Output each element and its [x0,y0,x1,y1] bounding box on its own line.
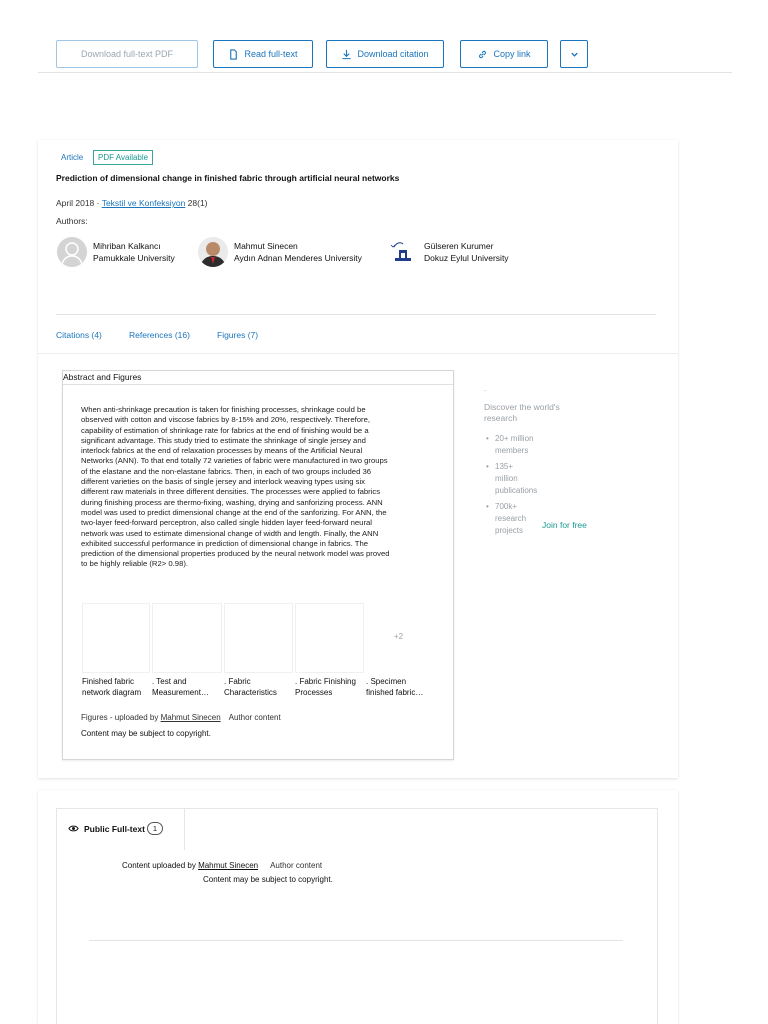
download-citation-label: Download citation [357,49,429,59]
abstract-line: model was used to predict dimensional change at the end of the sanforizing. For ANN, the [81,507,387,517]
author-institution-2: Aydın Adnan Menderes University [234,253,362,263]
tab-figures[interactable]: Figures (7) [217,330,259,340]
copy-link-button[interactable] [460,40,548,68]
figure-caption-line: finished fabric… [366,688,424,697]
author-institution-3: Dokuz Eylul University [424,253,509,263]
journal-volume: 28(1) [185,198,208,208]
authors-label: Authors: [56,216,88,226]
download-pdf-button[interactable] [56,40,198,68]
header-divider [56,314,656,315]
abstract-line: observed with cotton and viscose fabrics by 8-15% and 20%, respectively. Therefore, [81,415,371,425]
author-institution-1: Pamukkale University [93,253,175,263]
download-icon [341,49,352,60]
stat-line: million [495,474,518,483]
download-citation-button[interactable] [326,40,444,68]
link-icon [477,49,488,60]
sidebar-dot: . [484,384,487,393]
abstract-text [81,405,411,570]
figure-thumbnail[interactable] [295,603,364,673]
tab-citations[interactable]: Citations (4) [56,330,102,340]
abstract-line: interlock fabrics at the end of relaxation processes by means of the Artificial Neural [81,446,363,456]
copyright-notice: Content may be subject to copyright. [81,729,211,738]
stat-line: research [495,514,527,523]
figure-caption-line: . Fabric [224,677,251,686]
figure-thumbnail[interactable] [152,603,222,673]
figure-caption[interactable] [82,676,150,698]
university-logo-icon [388,237,418,267]
figure-caption-line: . Fabric Finishing [295,677,356,686]
abstract-line: capability of estimation of shrinkage rate for fabrics at the end of finishing would be a [81,425,369,435]
abstract-header [63,371,453,385]
fulltext-divider [89,940,623,941]
author-name-3[interactable]: Gülseren Kurumer [424,241,494,251]
abstract-line: different raw materials in three different densities. The processes were applied to fabrics [81,487,381,497]
figure-caption-line: . Test and [152,677,187,686]
figure-caption-line: network diagram [82,688,142,697]
article-title: Prediction of dimensional change in finished fabric through artificial neural networks [56,173,400,183]
tab-references[interactable]: References (16) [129,330,190,340]
fulltext-panel [56,808,658,1024]
stat-line: 700k+ [495,502,518,511]
author-name-2[interactable]: Mahmut Sinecen [234,241,298,251]
abstract-line: Networks (ANN). To that end totally 72 varieties of fabric were manufactured in two groups [81,456,388,466]
abstract-line: When anti-shrinkage precaution is taken for finishing processes, shrinkage could be [81,405,366,414]
uploader-link[interactable]: Mahmut Sinecen [198,861,259,870]
author-photo [198,237,228,267]
bullet-icon: • [486,462,489,471]
user-icon [57,237,87,267]
abstract-line: to be highly reliable (R2> 0.98). [81,559,189,569]
discover-line: Discover the world's [484,402,560,412]
author-avatar-placeholder[interactable] [57,237,87,267]
stat-line: 135+ [495,462,514,471]
abstract-line: prediction of the dimensional properties produced by the neural network model was proved [81,549,390,559]
figure-caption-line: Measurement… [152,688,209,697]
pdf-available-badge: PDF Available [93,150,153,165]
author-avatar-photo[interactable] [198,237,228,267]
figure-caption-line: Processes [295,688,333,697]
eye-icon [68,823,79,834]
stat-line: members [495,446,529,455]
abstract-line: exhibited successful performance in prediction of dimensional change in fabrics. The [81,538,369,548]
tabs-divider [38,353,678,354]
journal-link[interactable]: Tekstil ve Konfeksiyon [101,198,186,208]
join-for-free-link[interactable]: Join for free [542,520,587,530]
figure-caption-line: Finished fabric [82,677,135,686]
uploaded-by-prefix: Figures - uploaded by [81,713,161,722]
uploaded-by-prefix: Content uploaded by [122,861,199,870]
figure-caption[interactable] [152,676,222,698]
author-content-label: Author content [270,861,323,870]
abstract-line: network was used to estimate dimensional change of width and length. Finally, the ANN [81,528,379,538]
fulltext-copyright: Content may be subject to copyright. [203,875,333,884]
article-type-link[interactable]: Article [61,153,84,162]
abstract-line: significant advantage. This study tried to estimate the shrinkage of single jersey and [81,435,366,445]
more-figures-count[interactable]: +2 [394,632,404,641]
figure-caption[interactable] [295,676,367,698]
toolbar-divider [38,72,732,73]
abstract-line: of the elastane and the non-elastane fabrics. Then, in each of two groups included 36 [81,466,372,476]
fulltext-tab-divider [184,808,185,850]
chevron-down-icon [569,49,580,60]
author-avatar-logo[interactable] [388,237,418,267]
stat-line: 20+ million [495,434,534,443]
discover-text [484,402,560,424]
copy-link-label: Copy link [493,49,531,59]
figure-caption[interactable] [224,676,294,698]
author-name-1[interactable]: Mihriban Kalkancı [93,241,161,251]
more-options-button[interactable] [560,40,588,68]
tab-public-fulltext[interactable] [68,822,163,835]
figure-caption-line: Characteristics [224,688,277,697]
figure-caption[interactable] [366,676,436,698]
discover-line: research [484,413,518,423]
read-fulltext-button[interactable] [213,40,313,68]
abstract-line: during finishing process are thermo-fixing, washing, drying and sanforizing process. ANN [81,497,383,507]
bullet-icon: • [486,434,489,443]
publication-info [56,198,208,208]
fulltext-uploaded-by [122,861,322,870]
figures-uploaded-by [81,713,281,722]
uploader-link[interactable]: Mahmut Sinecen [160,713,221,722]
stat-line: publications [495,486,538,495]
publication-date: April 2018 · [56,198,102,208]
fulltext-count-badge: 1 [147,822,163,835]
bullet-icon: • [486,502,489,511]
abstract-line: different varieties on the basis of single jersey and interlock weaving types using six [81,477,366,487]
stat-line: projects [495,526,524,535]
author-content-label: Author content [228,713,281,722]
download-pdf-label: Download full-text PDF [80,49,174,59]
public-fulltext-label: Public Full-text [84,823,145,834]
figure-thumbnail[interactable] [224,603,293,673]
abstract-line: two-layer feed-forward perceptron, also called single hidden layer feed-forward neural [81,518,372,528]
read-fulltext-label: Read full-text [244,49,298,59]
abstract-heading: Abstract and Figures [63,372,142,382]
figure-thumbnail[interactable] [82,603,150,673]
document-icon [228,49,239,60]
figure-caption-line: . Specimen [366,677,407,686]
